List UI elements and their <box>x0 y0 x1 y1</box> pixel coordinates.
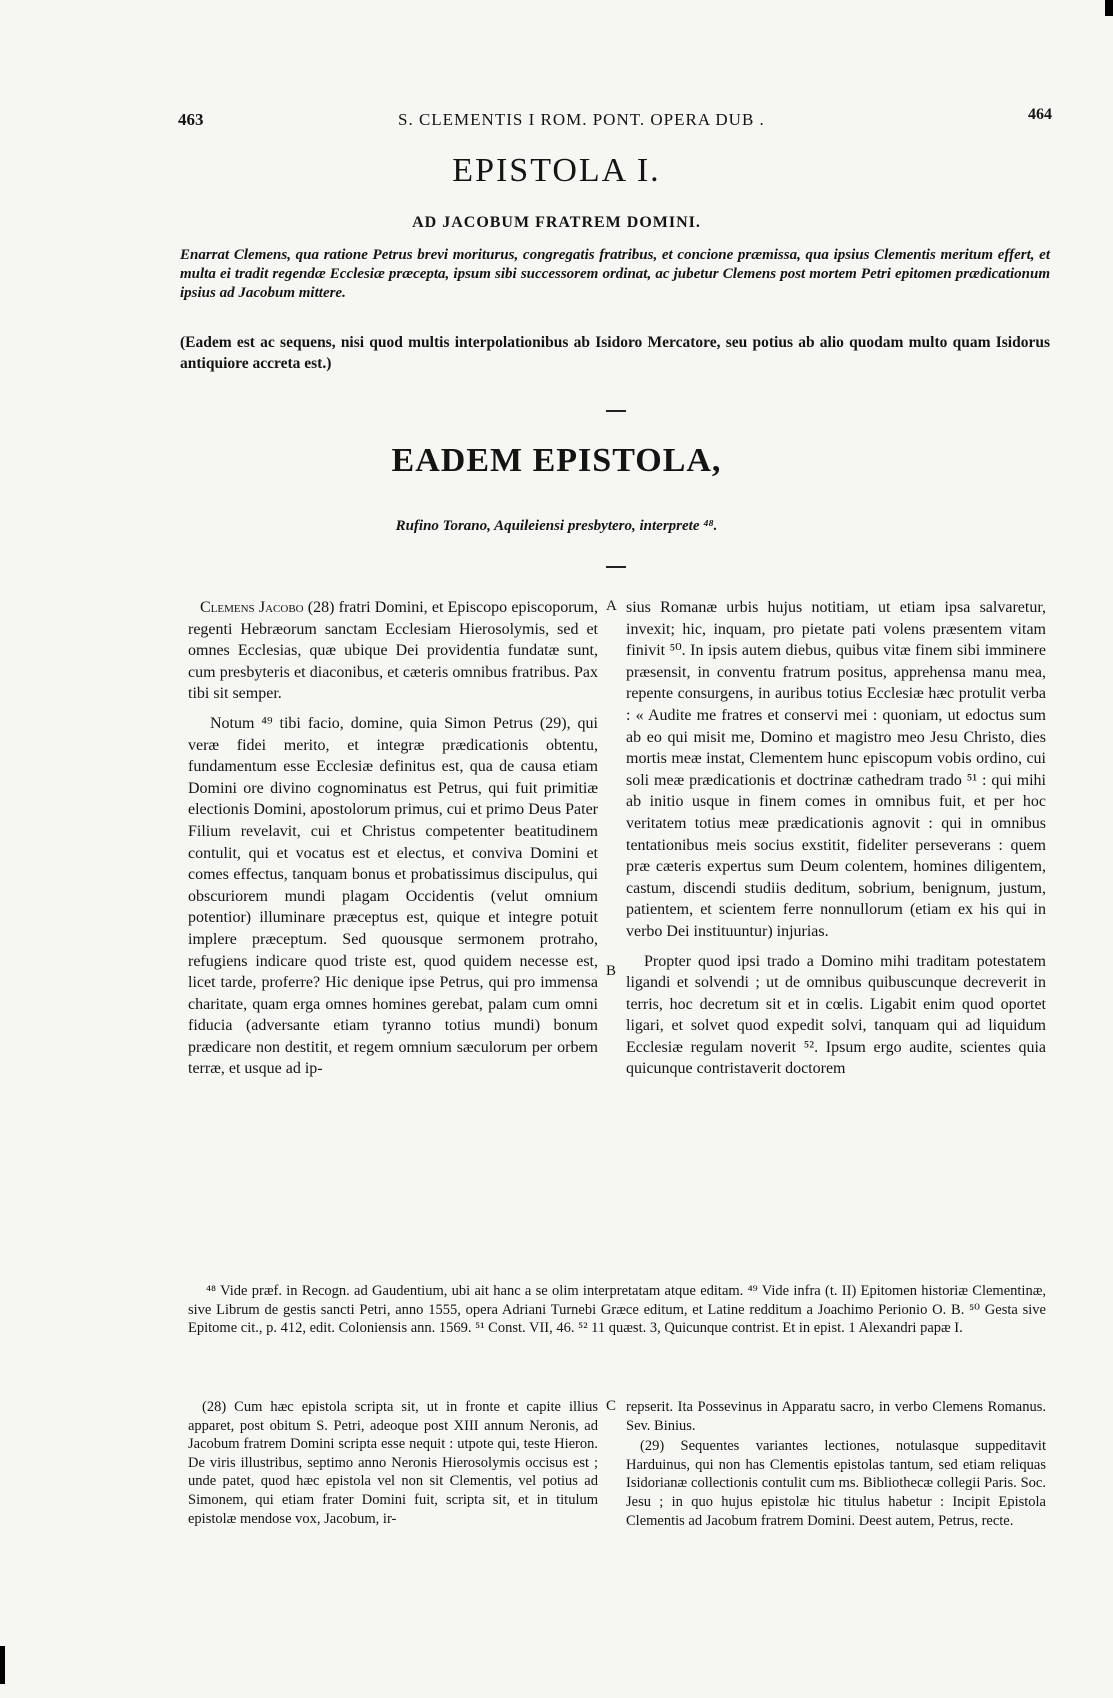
margin-letter-a: A <box>606 598 617 614</box>
footnote-29: (29) Sequentes variantes lectiones, notulasque suppeditavit Harduinus, qui non has Clementis epistolas tantum, sed etiam reliquas Isidorianæ collectionis contulit cum ms. Bibliothecæ collegii Paris. Soc. Jesu ; in quo hujus epistolæ hic titulus habetur : Incipit Epistola Clementis ad Jacobum fratrem Domini. Deest autem, Petrus, recte. <box>626 1438 1046 1529</box>
footnotes-main: ⁴⁸ Vide præf. in Recogn. ad Gaudentium, ubi ait hanc a se olim interpretatam atque editam. ⁴⁹ Vide infra (t. II) Epitomen historiæ Clementinæ, sive Librum de gestis sancti Petri, anno 1555, opera Adriani Turnebi Græce editum, et Latine redditum a Joachimo Perionio O. B. ⁵⁰ Gesta sive Epitome cit., p. 412, edit. Coloniensis ann. 1569. ⁵¹ Const. VII, 46. ⁵² 11 quæst. 3, Quicunque contrist. Et in epist. 1 Alexandri papæ I. <box>188 1283 1046 1336</box>
footnotes-right-column <box>626 1398 1046 1532</box>
left-column <box>188 597 598 1088</box>
epistle-note: (Eadem est ac sequens, nisi quod multis interpolationibus ab Isidoro Mercatore, seu potius ab alio quodam multo quam Isidorus antiquiore accreta est.) <box>180 334 1050 372</box>
footnote-28: (28) Cum hæc epistola scripta sit, ut in fronte et capite illius apparet, post obitum S. Petri, adeoque post XIII annum Neronis, ad Jacobum fratrem Domini scripta esse nequit : utpote qui, teste Hieron. De viris illustribus, septimo anno Neronis Hierosolymis occisus est ; unde patet, quod hæc epistola vel non sit Clementis, vel potius ad Simonem, qui etiam frater Domini fuit, scripta sit, et in titulum epistolæ mendose vox, Jacobum, ir- <box>188 1399 598 1527</box>
margin-letter-c: C <box>606 1398 617 1414</box>
right-column <box>626 597 1046 1088</box>
epistle-title: EPISTOLA I. <box>452 152 661 189</box>
salutation-paragraph <box>188 597 598 705</box>
margin-letter-b: B <box>606 963 617 979</box>
body-paragraph: Propter quod ipsi trado a Domino mihi traditam potestatem ligandi et solvendi ; ut de omnibus quibuscunque decreverit in terris, hoc decretum sit et in cœlis. Ligabit enim quod oportet ligari, et solvet quod expedit solvi, tanquam qui ad liquidum Ecclesiæ regulam noverit ⁵². Ipsum ergo audite, scientes quia quicunque contristaverit doctorem <box>626 952 1046 1078</box>
body-paragraph: Notum ⁴⁹ tibi facio, domine, quia Simon Petrus (29), qui veræ fidei merito, et integræ prædicationis obtentu, fundamentum esse Ecclesiæ definitus est, qua de causa etiam Domini ore divino cognominatus est Petrus, qui fuit primitiæ electionis Domini, apostolorum primus, cui et primo Deus Pater Filium revelavit, cui et Christus competenter beatitudinem contulit, qui et vocatus est et electus, et conviva Domini et comes effectus, tanquam bonus et probatissimus discipulus, qui obscuriorem mundi plagam Occidentis (velut omnium potentior) illuminare præceptus est, quique et integre potuit implere præceptum. Sed quousque sermonem protraho, refugiens indicare quod triste est, quod quidem necesse est, licet tarde, proferre? Hic denique ipse Petrus, qui pro immensa charitate, quam erga omnes homines gerebat, palam cum omni fiducia (adversante etiam tyranno totius mundi) bonum prædicare non destitit, et regem omnium sæculorum per orbem terræ, et usque ad ip- <box>188 714 598 1078</box>
second-subtitle: Rufino Torano, Aquileiensi presbytero, interprete ⁴⁸. <box>395 518 718 534</box>
page-number: 463 <box>178 110 204 129</box>
section-divider-dash-2 <box>606 566 626 568</box>
epistle-subtitle: AD JACOBUM FRATREM DOMINI. <box>412 214 701 231</box>
salutation-lead: Clemens Jacobo <box>200 599 304 616</box>
body-paragraph-continued: sius Romanæ urbis hujus notitiam, ut etiam ipsa salvaretur, invexit; hic, inquam, pro pietate pati volens præsentem vitam finivit ⁵⁰. In ipsis autem diebus, quibus vitæ finem sibi imminere præsensit, in conventu fratrum positus, apprehensa manu mea, repente consurgens, in auribus totius Ecclesiæ hæc protulit verba : « Audite me fratres et conservi mei : quoniam, ut edoctus sum ab eo qui misit me, Domino et magistro meo Jesu Christo, dies mortis meæ instat, Clementem hunc episcopum vobis ordino, cui soli meæ prædicationis et doctrinæ cathedram trado ⁵¹ : qui mihi ab initio usque in finem comes in omnibus fuit, et per hoc veritatem totius meæ prædicationis agnovit : qui in omnibus tentationibus meis socius exstitit, fideliter perseverans : quem præ cæteris expertus sum Deum colentem, homines diligentem, castum, discendi studiis deditum, sobrium, benignum, justum, patientem, et scientem ferre nonnullorum (etiam ex his qui in verbo Dei instituuntur) injurias. <box>626 599 1046 940</box>
footnote-28-continued: repserit. Ita Possevinus in Apparatu sacro, in verbo Clemens Romanus. Sev. Binius. <box>626 1399 1046 1434</box>
running-head <box>178 106 1052 140</box>
salutation-text: (28) fratri Domini, et Episcopo episcoporum, regenti Hebræorum sanctam Ecclesiam Hierosolymis, sed et omnes Ecclesias, quæ ubique Dei providentia fundatæ sunt, cum presbyteris et diaconibus, et cæteris omnibus fratribus. Pax tibi sit semper. <box>188 599 598 703</box>
footnotes-left-column <box>188 1398 598 1530</box>
epistle-summary: Enarrat Clemens, qua ratione Petrus brevi moriturus, congregatis fratribus, et concione præmissa, qua ipsius Clementis meritum effert, et multa ei tradit regendæ Ecclesiæ præcepta, ipsum sibi successorem ordinat, ac jubetur Clemens post mortem Petri epitomen prædicationum ipsius ad Jacobum mittere. <box>180 247 1050 301</box>
running-head-right-mark: 464 <box>1028 106 1052 123</box>
second-title: EADEM EPISTOLA, <box>391 442 722 479</box>
scan-edge-mark <box>1105 0 1113 16</box>
running-title: S. CLEMENTIS I ROM. PONT. OPERA DUB . <box>398 110 765 129</box>
section-divider-dash <box>606 410 626 412</box>
scan-edge-mark-left <box>0 1646 5 1684</box>
